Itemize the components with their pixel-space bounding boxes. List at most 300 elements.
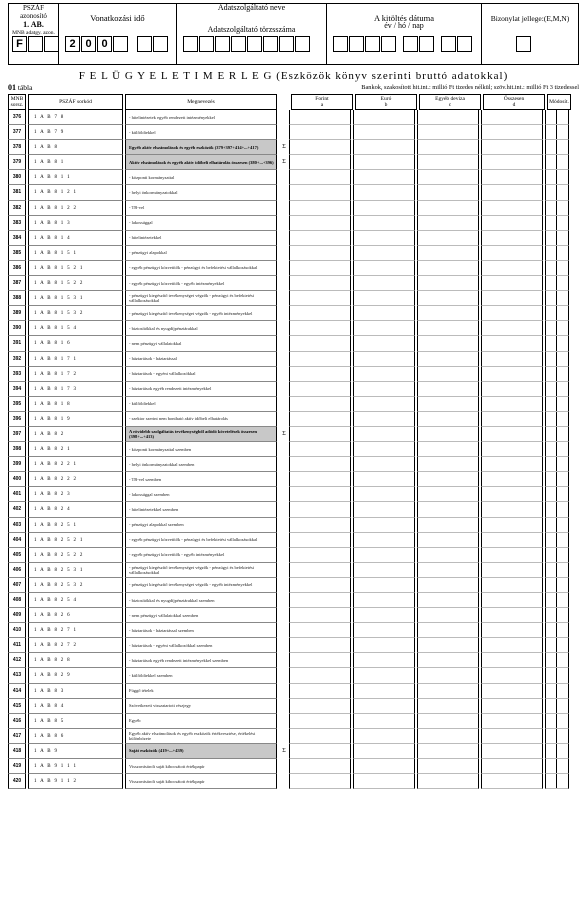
modositas-input[interactable] — [545, 623, 569, 638]
table-row — [8, 155, 579, 170]
euro-input[interactable] — [353, 291, 415, 306]
euro-input[interactable] — [353, 593, 415, 608]
modositas-input[interactable] — [545, 774, 569, 789]
egyeb-deviza-input[interactable] — [417, 306, 479, 321]
modositas-input[interactable] — [545, 518, 569, 533]
forint-input[interactable] — [289, 306, 351, 321]
egyeb-deviza-input[interactable] — [417, 563, 479, 578]
euro-input[interactable] — [353, 140, 415, 155]
euro-input[interactable] — [353, 246, 415, 261]
year-digit-3[interactable]: 0 — [97, 36, 112, 52]
egyeb-deviza-input[interactable] — [417, 261, 479, 276]
euro-input[interactable] — [353, 382, 415, 397]
egyeb-deviza-input[interactable] — [417, 487, 479, 502]
forint-input[interactable] — [289, 653, 351, 668]
osszesen-input[interactable] — [481, 563, 543, 578]
forint-input[interactable] — [289, 216, 351, 231]
modositas-input[interactable] — [545, 155, 569, 170]
col-forint-label: Forint — [315, 96, 329, 102]
osszesen-input[interactable] — [481, 502, 543, 517]
row-mnb-number: 378 — [8, 140, 26, 155]
row-mnb-number: 391 — [8, 336, 26, 351]
row-mnb-number: 399 — [8, 457, 26, 472]
row-sigma: Σ — [282, 159, 286, 166]
kitoltes-label: A kitöltés dátuma — [374, 13, 434, 23]
forint-input[interactable] — [289, 427, 351, 442]
osszesen-input[interactable] — [481, 201, 543, 216]
forint-input[interactable] — [289, 608, 351, 623]
forint-input[interactable] — [289, 518, 351, 533]
row-description: - pénzügyi kiegészítő tevékenységet végzők - pénzügyi és befektetési vállalkozásokkal — [125, 291, 277, 306]
osszesen-input[interactable] — [481, 668, 543, 683]
euro-input[interactable] — [353, 185, 415, 200]
osszesen-input[interactable] — [481, 352, 543, 367]
date-box[interactable] — [403, 36, 418, 52]
osszesen-input[interactable] — [481, 714, 543, 729]
modositas-input[interactable] — [545, 714, 569, 729]
euro-input[interactable] — [353, 276, 415, 291]
euro-input[interactable] — [353, 155, 415, 170]
egyeb-deviza-input[interactable] — [417, 185, 479, 200]
row-sigma — [279, 291, 289, 306]
row-mnb-number: 407 — [8, 578, 26, 593]
egyeb-deviza-input[interactable] — [417, 653, 479, 668]
euro-input[interactable] — [353, 699, 415, 714]
table-id — [8, 84, 32, 92]
table-row — [8, 291, 579, 306]
bizonylat-box[interactable] — [516, 36, 531, 52]
table-row — [8, 170, 579, 185]
osszesen-input[interactable] — [481, 699, 543, 714]
egyeb-deviza-input[interactable] — [417, 170, 479, 185]
row-description: Visszavásárolt saját kibocsátott értékpapír — [125, 759, 277, 774]
egyeb-deviza-input[interactable] — [417, 427, 479, 442]
date-box[interactable] — [381, 36, 396, 52]
row-mnb-number: 408 — [8, 593, 26, 608]
row-sigma — [279, 714, 289, 729]
modositas-input[interactable] — [545, 457, 569, 472]
forint-input[interactable] — [289, 125, 351, 140]
osszesen-input[interactable] — [481, 185, 543, 200]
row-pszaf-code: 1 A B 8 2 8 — [28, 653, 123, 668]
modositas-input[interactable] — [545, 336, 569, 351]
osszesen-input[interactable] — [481, 684, 543, 699]
date-box[interactable] — [333, 36, 348, 52]
modositas-input[interactable] — [545, 744, 569, 759]
osszesen-input[interactable] — [481, 231, 543, 246]
modositas-input[interactable] — [545, 668, 569, 683]
modositas-input[interactable] — [545, 699, 569, 714]
row-description: - háztartások - háztartással — [125, 352, 277, 367]
forint-input[interactable] — [289, 382, 351, 397]
modositas-input[interactable] — [545, 261, 569, 276]
egyeb-deviza-input[interactable] — [417, 744, 479, 759]
euro-input[interactable] — [353, 442, 415, 457]
euro-input[interactable] — [353, 638, 415, 653]
osszesen-input[interactable] — [481, 336, 543, 351]
table-row — [8, 140, 579, 155]
euro-input[interactable] — [353, 352, 415, 367]
forint-input[interactable] — [289, 623, 351, 638]
table-row — [8, 578, 579, 593]
forint-input[interactable] — [289, 321, 351, 336]
forint-input[interactable] — [289, 397, 351, 412]
forint-input[interactable] — [289, 201, 351, 216]
osszesen-input[interactable] — [481, 729, 543, 744]
modositas-input[interactable] — [545, 472, 569, 487]
egyeb-deviza-input[interactable] — [417, 382, 479, 397]
euro-input[interactable] — [353, 653, 415, 668]
osszesen-input[interactable] — [481, 140, 543, 155]
form-page — [8, 3, 579, 789]
egyeb-deviza-input[interactable] — [417, 578, 479, 593]
osszesen-input[interactable] — [481, 442, 543, 457]
month-digit-2[interactable] — [153, 36, 168, 52]
forint-input[interactable] — [289, 578, 351, 593]
egyeb-deviza-input[interactable] — [417, 729, 479, 744]
osszesen-input[interactable] — [481, 593, 543, 608]
modositas-input[interactable] — [545, 608, 569, 623]
euro-input[interactable] — [353, 125, 415, 140]
egyeb-deviza-input[interactable] — [417, 548, 479, 563]
col-euro-label: Euró — [380, 96, 392, 102]
modositas-input[interactable] — [545, 231, 569, 246]
row-mnb-number: 415 — [8, 699, 26, 714]
modositas-input[interactable] — [545, 427, 569, 442]
euro-input[interactable] — [353, 306, 415, 321]
egyeb-deviza-input[interactable] — [417, 125, 479, 140]
modositas-input[interactable] — [545, 216, 569, 231]
row-description: - központi kormányzattal szemben — [125, 442, 277, 457]
forint-input[interactable] — [289, 185, 351, 200]
osszesen-input[interactable] — [481, 291, 543, 306]
forint-input[interactable] — [289, 367, 351, 382]
egyeb-deviza-input[interactable] — [417, 155, 479, 170]
mnb-label: MNB adatgy. azon. — [12, 30, 55, 36]
euro-input[interactable] — [353, 548, 415, 563]
year-digit-1[interactable]: 2 — [65, 36, 80, 52]
mnb-box-3[interactable] — [44, 36, 59, 52]
osszesen-input[interactable] — [481, 155, 543, 170]
euro-input[interactable] — [353, 502, 415, 517]
egyeb-deviza-input[interactable] — [417, 608, 479, 623]
egyeb-deviza-input[interactable] — [417, 442, 479, 457]
osszesen-input[interactable] — [481, 367, 543, 382]
egyeb-deviza-input[interactable] — [417, 231, 479, 246]
egyeb-deviza-input[interactable] — [417, 276, 479, 291]
torzs-box[interactable] — [295, 36, 310, 52]
row-description: - hitelintézetekkel — [125, 231, 277, 246]
bizonylat-label: Bizonylat jellege:(E,M,N) — [490, 14, 570, 23]
forint-input[interactable] — [289, 352, 351, 367]
euro-input[interactable] — [353, 518, 415, 533]
bizonylat-cell — [482, 4, 578, 64]
forint-input[interactable] — [289, 668, 351, 683]
forint-input[interactable] — [289, 110, 351, 125]
modositas-input[interactable] — [545, 276, 569, 291]
forint-input[interactable] — [289, 744, 351, 759]
forint-input[interactable] — [289, 472, 351, 487]
egyeb-deviza-input[interactable] — [417, 668, 479, 683]
euro-input[interactable] — [353, 397, 415, 412]
osszesen-input[interactable] — [481, 653, 543, 668]
modositas-input[interactable] — [545, 367, 569, 382]
mnb-box-1[interactable]: F — [12, 36, 27, 52]
forint-input[interactable] — [289, 684, 351, 699]
forint-input[interactable] — [289, 593, 351, 608]
forint-input[interactable] — [289, 442, 351, 457]
osszesen-input[interactable] — [481, 638, 543, 653]
table-row — [8, 261, 579, 276]
euro-input[interactable] — [353, 110, 415, 125]
osszesen-input[interactable] — [481, 170, 543, 185]
egyeb-deviza-input[interactable] — [417, 774, 479, 789]
egyeb-deviza-input[interactable] — [417, 367, 479, 382]
egyeb-deviza-input[interactable] — [417, 412, 479, 427]
modositas-input[interactable] — [545, 729, 569, 744]
forint-input[interactable] — [289, 155, 351, 170]
euro-input[interactable] — [353, 321, 415, 336]
forint-input[interactable] — [289, 276, 351, 291]
mnb-box-2[interactable] — [28, 36, 43, 52]
modositas-input[interactable] — [545, 412, 569, 427]
table-row — [8, 352, 579, 367]
egyeb-deviza-input[interactable] — [417, 201, 479, 216]
modositas-input[interactable] — [545, 563, 569, 578]
forint-input[interactable] — [289, 714, 351, 729]
year-digit-2[interactable]: 0 — [81, 36, 96, 52]
forint-input[interactable] — [289, 140, 351, 155]
units-note: Bankok, szakosított hit.int.: millió Ft tizedes nélkül; szöv.hit.int.: millió Ft 3 tizedessel — [361, 84, 579, 91]
euro-input[interactable] — [353, 684, 415, 699]
osszesen-input[interactable] — [481, 457, 543, 472]
modositas-input[interactable] — [545, 684, 569, 699]
torzs-box[interactable] — [263, 36, 278, 52]
pszaf-id-cell — [9, 4, 59, 64]
osszesen-input[interactable] — [481, 397, 543, 412]
row-mnb-number: 414 — [8, 684, 26, 699]
modositas-input[interactable] — [545, 321, 569, 336]
torzs-box[interactable] — [247, 36, 262, 52]
euro-input[interactable] — [353, 367, 415, 382]
forint-input[interactable] — [289, 291, 351, 306]
date-box[interactable] — [419, 36, 434, 52]
egyeb-deviza-input[interactable] — [417, 321, 479, 336]
row-pszaf-code: 1 A B 8 1 3 — [28, 216, 123, 231]
modositas-input[interactable] — [545, 185, 569, 200]
euro-input[interactable] — [353, 759, 415, 774]
date-box[interactable] — [349, 36, 364, 52]
egyeb-deviza-input[interactable] — [417, 623, 479, 638]
euro-input[interactable] — [353, 744, 415, 759]
forint-input[interactable] — [289, 699, 351, 714]
euro-input[interactable] — [353, 578, 415, 593]
osszesen-input[interactable] — [481, 774, 543, 789]
euro-input[interactable] — [353, 336, 415, 351]
modositas-input[interactable] — [545, 653, 569, 668]
col-forint-letter: a — [320, 102, 324, 108]
forint-input[interactable] — [289, 170, 351, 185]
osszesen-input[interactable] — [481, 261, 543, 276]
modositas-input[interactable] — [545, 593, 569, 608]
torzs-box[interactable] — [199, 36, 214, 52]
egyeb-deviza-input[interactable] — [417, 140, 479, 155]
osszesen-input[interactable] — [481, 125, 543, 140]
modositas-input[interactable] — [545, 110, 569, 125]
egyeb-deviza-input[interactable] — [417, 397, 479, 412]
osszesen-input[interactable] — [481, 110, 543, 125]
euro-input[interactable] — [353, 668, 415, 683]
osszesen-input[interactable] — [481, 548, 543, 563]
egyeb-deviza-input[interactable] — [417, 593, 479, 608]
egyeb-deviza-input[interactable] — [417, 216, 479, 231]
forint-input[interactable] — [289, 533, 351, 548]
month-digit-1[interactable] — [137, 36, 152, 52]
egyeb-deviza-input[interactable] — [417, 352, 479, 367]
osszesen-input[interactable] — [481, 623, 543, 638]
osszesen-input[interactable] — [481, 216, 543, 231]
col-meg: Megnevezés — [125, 94, 277, 110]
modositas-input[interactable] — [545, 638, 569, 653]
egyeb-deviza-input[interactable] — [417, 518, 479, 533]
osszesen-input[interactable] — [481, 412, 543, 427]
osszesen-input[interactable] — [481, 382, 543, 397]
forint-input[interactable] — [289, 412, 351, 427]
osszesen-input[interactable] — [481, 276, 543, 291]
egyeb-deviza-input[interactable] — [417, 246, 479, 261]
euro-input[interactable] — [353, 623, 415, 638]
row-description: A rövidebb szolgáltatás tevékenységből adódó követelések összesen (398+...+413) — [125, 427, 277, 442]
modositas-input[interactable] — [545, 502, 569, 517]
date-box[interactable] — [441, 36, 456, 52]
modositas-input[interactable] — [545, 246, 569, 261]
forint-input[interactable] — [289, 487, 351, 502]
torzs-box[interactable] — [279, 36, 294, 52]
egyeb-deviza-input[interactable] — [417, 457, 479, 472]
forint-input[interactable] — [289, 246, 351, 261]
modositas-input[interactable] — [545, 487, 569, 502]
table-row — [8, 487, 579, 502]
modositas-input[interactable] — [545, 352, 569, 367]
egyeb-deviza-input[interactable] — [417, 502, 479, 517]
osszesen-input[interactable] — [481, 578, 543, 593]
forint-input[interactable] — [289, 729, 351, 744]
row-pszaf-code: 1 A B 8 6 — [28, 729, 123, 744]
modositas-input[interactable] — [545, 382, 569, 397]
osszesen-input[interactable] — [481, 518, 543, 533]
modositas-input[interactable] — [545, 140, 569, 155]
osszesen-input[interactable] — [481, 608, 543, 623]
egyeb-deviza-input[interactable] — [417, 336, 479, 351]
forint-input[interactable] — [289, 502, 351, 517]
osszesen-input[interactable] — [481, 472, 543, 487]
euro-input[interactable] — [353, 774, 415, 789]
date-box[interactable] — [457, 36, 472, 52]
forint-input[interactable] — [289, 759, 351, 774]
forint-input[interactable] — [289, 261, 351, 276]
euro-input[interactable] — [353, 216, 415, 231]
modositas-input[interactable] — [545, 759, 569, 774]
euro-input[interactable] — [353, 472, 415, 487]
euro-input[interactable] — [353, 563, 415, 578]
euro-input[interactable] — [353, 457, 415, 472]
row-sigma: Σ — [282, 747, 286, 754]
col-psz: PSZÁF sorkód — [28, 94, 123, 110]
modositas-input[interactable] — [545, 442, 569, 457]
osszesen-input[interactable] — [481, 533, 543, 548]
forint-input[interactable] — [289, 563, 351, 578]
forint-input[interactable] — [289, 638, 351, 653]
row-description: - helyi önkormányzatokkal — [125, 185, 277, 200]
euro-input[interactable] — [353, 714, 415, 729]
modositas-input[interactable] — [545, 578, 569, 593]
year-digit-4[interactable] — [113, 36, 128, 52]
forint-input[interactable] — [289, 231, 351, 246]
col-osszesen-label: Összesen — [503, 96, 525, 102]
row-pszaf-code: 1 A B 8 1 7 3 — [28, 382, 123, 397]
row-pszaf-code: 1 A B 8 2 5 2 2 — [28, 548, 123, 563]
egyeb-deviza-input[interactable] — [417, 699, 479, 714]
modositas-input[interactable] — [545, 170, 569, 185]
torzs-box[interactable] — [183, 36, 198, 52]
row-sigma — [279, 548, 289, 563]
modositas-input[interactable] — [545, 201, 569, 216]
egyeb-deviza-input[interactable] — [417, 714, 479, 729]
euro-input[interactable] — [353, 231, 415, 246]
forint-input[interactable] — [289, 548, 351, 563]
egyeb-deviza-input[interactable] — [417, 533, 479, 548]
forint-input[interactable] — [289, 336, 351, 351]
torzs-box[interactable] — [215, 36, 230, 52]
osszesen-input[interactable] — [481, 306, 543, 321]
osszesen-input[interactable] — [481, 487, 543, 502]
osszesen-input[interactable] — [481, 427, 543, 442]
egyeb-deviza-input[interactable] — [417, 759, 479, 774]
osszesen-input[interactable] — [481, 744, 543, 759]
modositas-input[interactable] — [545, 306, 569, 321]
euro-input[interactable] — [353, 608, 415, 623]
torzs-box[interactable] — [231, 36, 246, 52]
osszesen-input[interactable] — [481, 321, 543, 336]
euro-input[interactable] — [353, 427, 415, 442]
modositas-input[interactable] — [545, 533, 569, 548]
modositas-input[interactable] — [545, 291, 569, 306]
date-box[interactable] — [365, 36, 380, 52]
modositas-input[interactable] — [545, 397, 569, 412]
modositas-input[interactable] — [545, 548, 569, 563]
forint-input[interactable] — [289, 457, 351, 472]
egyeb-deviza-input[interactable] — [417, 638, 479, 653]
egyeb-deviza-input[interactable] — [417, 291, 479, 306]
table-row — [8, 306, 579, 321]
euro-input[interactable] — [353, 487, 415, 502]
euro-input[interactable] — [353, 533, 415, 548]
euro-input[interactable] — [353, 170, 415, 185]
egyeb-deviza-input[interactable] — [417, 472, 479, 487]
euro-input[interactable] — [353, 412, 415, 427]
egyeb-deviza-input[interactable] — [417, 684, 479, 699]
row-description: - biztosítókkal és nyugdíjpénztárakkal szemben — [125, 593, 277, 608]
euro-input[interactable] — [353, 201, 415, 216]
egyeb-deviza-input[interactable] — [417, 110, 479, 125]
osszesen-input[interactable] — [481, 759, 543, 774]
forint-input[interactable] — [289, 774, 351, 789]
osszesen-input[interactable] — [481, 246, 543, 261]
modositas-input[interactable] — [545, 125, 569, 140]
euro-input[interactable] — [353, 729, 415, 744]
table-row — [8, 714, 579, 729]
euro-input[interactable] — [353, 261, 415, 276]
